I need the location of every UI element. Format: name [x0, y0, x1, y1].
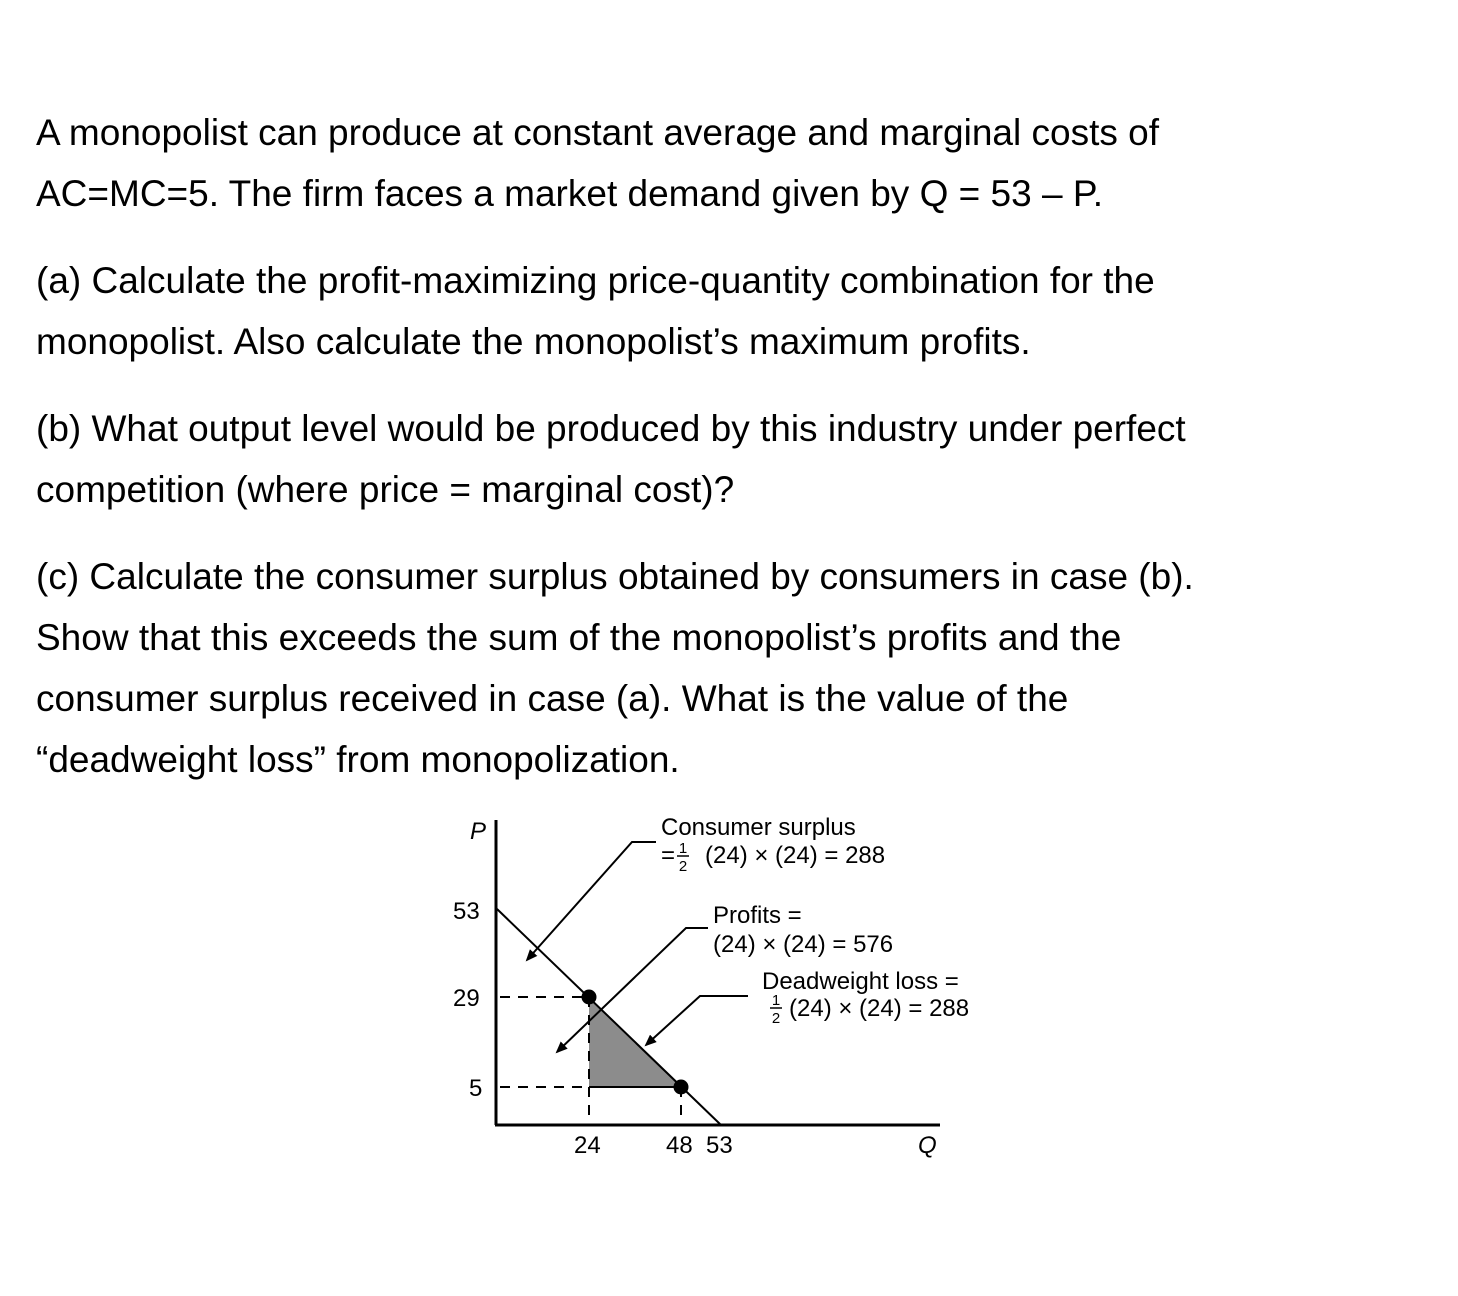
- consumer-surplus-formula: (24) × (24) = 288: [705, 842, 886, 869]
- part-a-line-2: monopolist. Also calculate the monopolist’s maximum profits.: [36, 321, 1031, 362]
- deadweight-loss-title: Deadweight loss =: [762, 968, 959, 995]
- x-axis-label: Q: [918, 1132, 937, 1159]
- profits-title: Profits =: [713, 902, 802, 929]
- part-c-line-1: (c) Calculate the consumer surplus obtained by consumers in case (b).: [36, 556, 1194, 597]
- demand-curve: [497, 909, 721, 1125]
- y-tick-29: 29: [453, 985, 480, 1012]
- monopoly-point: [582, 990, 597, 1005]
- y-axis-label: P: [470, 818, 487, 845]
- consumer-surplus-frac-num: 1: [678, 840, 688, 857]
- deadweight-loss-formula: (24) × (24) = 288: [789, 995, 970, 1022]
- part-b-line-2: competition (where price = marginal cost)?: [36, 469, 735, 510]
- x-tick-48: 48: [666, 1132, 693, 1159]
- deadweight-loss-frac-num: 1: [771, 992, 781, 1009]
- profits-formula: (24) × (24) = 576: [713, 931, 894, 958]
- x-tick-53: 53: [706, 1132, 733, 1159]
- consumer-surplus-equals: =: [661, 842, 676, 869]
- deadweight-loss-frac-den: 2: [771, 1010, 781, 1027]
- x-tick-24: 24: [574, 1132, 601, 1159]
- part-c-line-2: Show that this exceeds the sum of the monopolist’s profits and the: [36, 617, 1122, 658]
- part-c-line-3: consumer surplus received in case (a). What is the value of the: [36, 678, 1069, 719]
- part-b-line-1: (b) What output level would be produced by this industry under perfect: [36, 408, 1186, 449]
- consumer-surplus-leader: [527, 842, 656, 960]
- consumer-surplus-frac-den: 2: [678, 858, 688, 875]
- consumer-surplus-title: Consumer surplus: [661, 814, 856, 841]
- y-tick-53: 53: [453, 898, 480, 925]
- part-c-line-4: “deadweight loss” from monopolization.: [36, 739, 680, 780]
- competitive-point: [674, 1080, 689, 1095]
- deadweight-loss-leader: [646, 996, 748, 1045]
- part-a-line-1: (a) Calculate the profit-maximizing price-quantity combination for the: [36, 260, 1155, 301]
- intro-line-1: A monopolist can produce at constant average and marginal costs of: [36, 112, 1160, 153]
- intro-line-2: AC=MC=5. The firm faces a market demand given by Q = 53 – P.: [36, 173, 1104, 214]
- y-tick-5: 5: [469, 1075, 483, 1102]
